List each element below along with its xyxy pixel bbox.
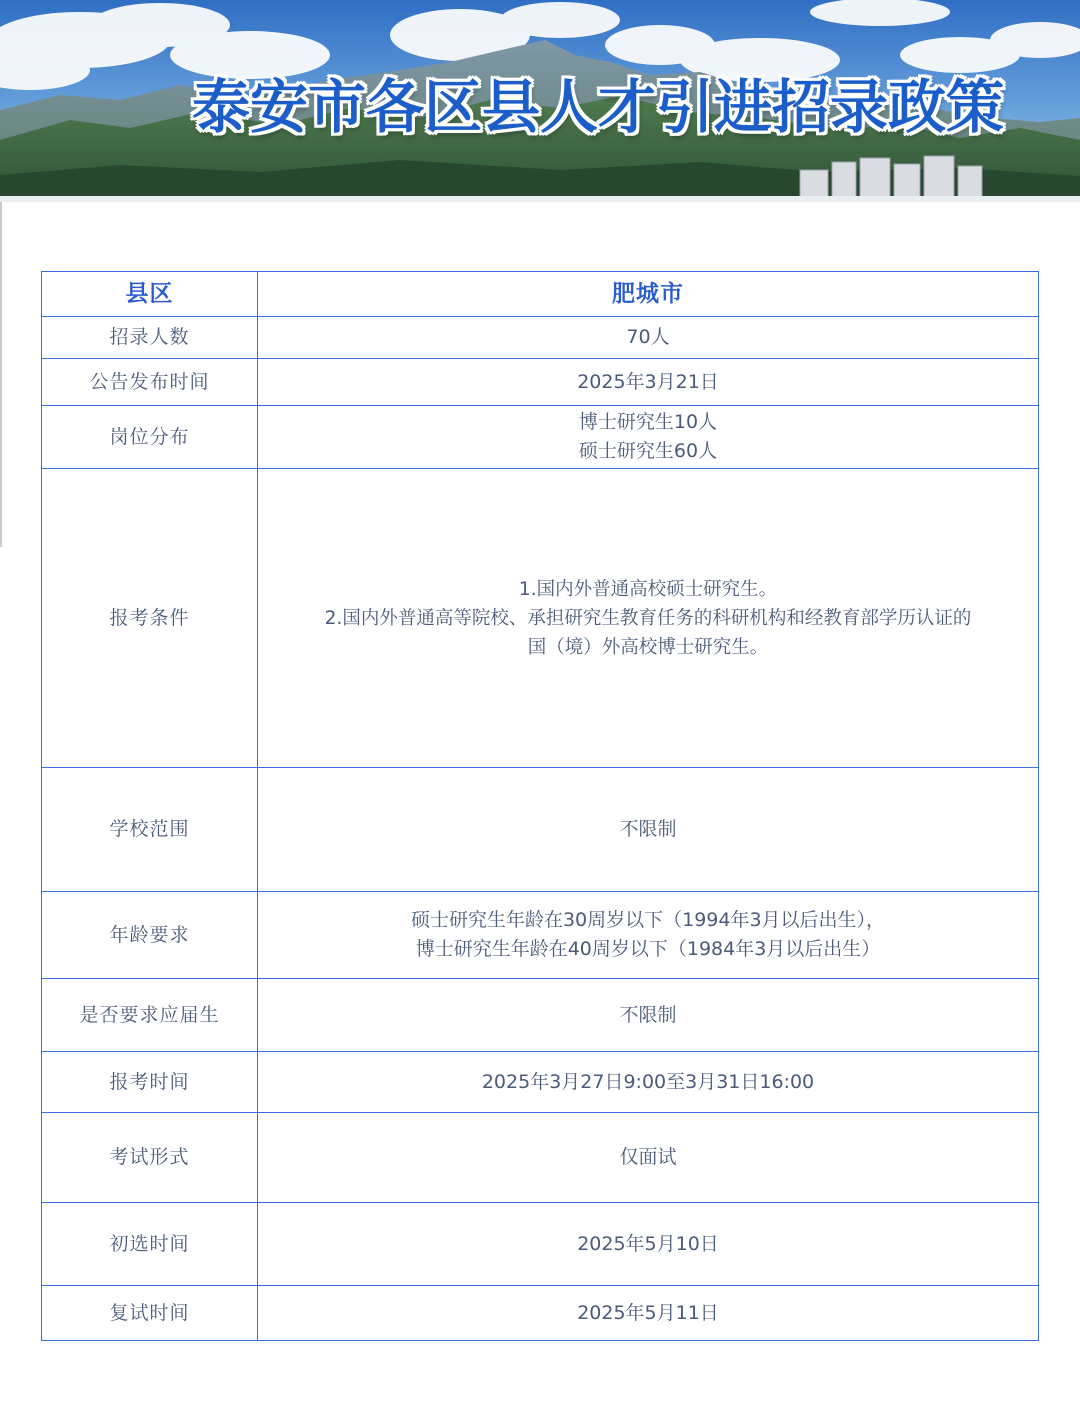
table-row-requirements <box>42 469 1039 768</box>
row-key: 公告发布时间 <box>42 359 258 406</box>
row-key: 年龄要求 <box>42 892 258 979</box>
row-key: 报考条件 <box>42 469 258 768</box>
table-row-school-scope <box>42 768 1039 892</box>
row-value <box>258 406 1039 469</box>
row-value-line: 博士研究生10人 <box>578 411 718 433</box>
row-key: 招录人数 <box>42 317 258 359</box>
row-value-line: 不限制 <box>619 818 677 840</box>
left-edge-line <box>0 202 2 547</box>
row-value-line: 仅面试 <box>619 1146 677 1168</box>
row-value-line: 1.国内外普通高校硕士研究生。 <box>518 578 778 600</box>
table-row-age <box>42 892 1039 979</box>
row-value-line: 博士研究生年龄在40周岁以下（1984年3月以后出生） <box>415 938 881 960</box>
row-value <box>258 768 1039 892</box>
table-row-recruit-count <box>42 317 1039 359</box>
row-value-line: 不限制 <box>619 1003 677 1026</box>
row-value <box>258 1052 1039 1113</box>
row-value <box>258 892 1039 979</box>
policy-table <box>41 271 1039 1341</box>
row-value <box>258 1203 1039 1286</box>
row-key: 复试时间 <box>42 1286 258 1341</box>
table-row-preselect-date <box>42 1203 1039 1286</box>
table-row-apply-time <box>42 1052 1039 1113</box>
row-value <box>258 1113 1039 1203</box>
row-value <box>258 979 1039 1052</box>
row-value-line: 2025年5月10日 <box>577 1232 719 1255</box>
row-value-line: 2025年3月27日9:00至3月31日16:00 <box>481 1070 815 1093</box>
header-banner <box>0 0 1080 202</box>
row-key: 初选时间 <box>42 1203 258 1286</box>
row-value <box>258 1286 1039 1341</box>
row-value <box>258 359 1039 406</box>
row-value <box>258 317 1039 359</box>
table-header-row <box>42 272 1039 317</box>
row-value-line: 2025年3月21日 <box>577 370 719 393</box>
row-value-line: 70人 <box>626 326 670 348</box>
table-row-positions <box>42 406 1039 469</box>
row-value-line: 2.国内外普通高等院校、承担研究生教育任务的科研机构和经教育部学历认证的 <box>324 607 972 629</box>
row-value-line: 硕士研究生60人 <box>578 440 718 462</box>
header-key-cell: 县区 <box>42 272 258 317</box>
table-row-announce-date <box>42 359 1039 406</box>
row-value-line: 硕士研究生年龄在30周岁以下（1994年3月以后出生）， <box>410 909 886 931</box>
row-value-line: 2025年5月11日 <box>577 1301 719 1324</box>
row-value <box>258 469 1039 768</box>
row-key: 报考时间 <box>42 1052 258 1113</box>
table-row-exam-form <box>42 1113 1039 1203</box>
table-row-reexam-date <box>42 1286 1039 1341</box>
row-key: 岗位分布 <box>42 406 258 469</box>
row-key: 是否要求应届生 <box>42 979 258 1052</box>
table-row-fresh-grad <box>42 979 1039 1052</box>
row-key: 考试形式 <box>42 1113 258 1203</box>
page-title: 泰安市各区县人才引进招录政策 <box>192 73 1005 141</box>
header-value-cell: 肥城市 <box>258 272 1039 317</box>
row-value-line: 国（境）外高校博士研究生。 <box>527 636 769 658</box>
row-key: 学校范围 <box>42 768 258 892</box>
